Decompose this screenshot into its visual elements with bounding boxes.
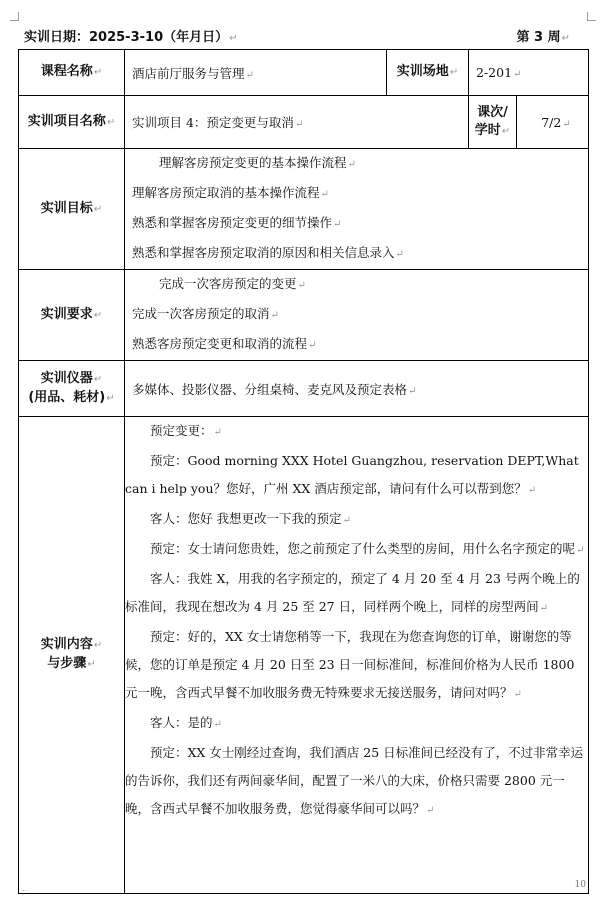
footer-mark: .. xyxy=(22,884,28,893)
content-row xyxy=(19,417,589,894)
list-item: 理解客房预定取消的基本操作流程↵ xyxy=(132,185,329,200)
course-name-value: 酒店前厅服务与管理↵ xyxy=(125,50,387,96)
page-corner-mark xyxy=(587,12,596,21)
list-item: 熟悉和掌握客房预定变更的细节操作↵ xyxy=(132,215,342,230)
dialogue-paragraph: 客人：我姓 X，用我的名字预定的，预定了 4 月 20 至 4 月 23 号两个晚上的标准间，我现在想改为 4 月 25 至 27 日，同样两个晚上，同样的房型两间↵ xyxy=(125,571,580,614)
list-item: 理解客房预定变更的基本操作流程↵ xyxy=(159,155,356,170)
training-site-value: 2-201↵ xyxy=(469,50,589,96)
list-item: 熟悉和掌握客房预定取消的原因和相关信息录入↵ xyxy=(132,245,404,260)
equipment-label: 实训仪器↵ (用品、耗材)↵ xyxy=(19,361,125,417)
project-name-label: 实训项目名称↵ xyxy=(19,96,125,149)
page-corner-mark xyxy=(10,12,19,21)
training-goals-list xyxy=(125,149,589,270)
dialogue-paragraph: 客人：是的↵ xyxy=(150,715,222,730)
dialogue-paragraph: 预定：好的，XX 女士请您稍等一下，我现在为您查询您的订单，谢谢您的等候，您的订单是预定 4 月 20 日至 23 日一间标准间，标准间价格为人民币 1800 元一晚，含西式早餐不加收服务费无特殊要求无接送服务，请问对吗？↵ xyxy=(125,629,575,700)
training-requirements-label: 实训要求↵ xyxy=(19,270,125,361)
training-date: 实训日期：2025-3-10（年月日）↵ xyxy=(24,30,238,45)
course-name-label: 课程名称↵ xyxy=(19,50,125,96)
dialogue-paragraph: 预定：女士请问您贵姓，您之前预定了什么类型的房间，用什么名字预定的呢↵ xyxy=(150,541,585,556)
project-name-value: 实训项目 4：预定变更与取消↵ xyxy=(125,96,469,149)
project-row xyxy=(19,96,589,149)
week-number: 第 3 周↵ xyxy=(516,30,570,45)
list-item: 完成一次客房预定的取消↵ xyxy=(132,306,279,321)
list-item: 熟悉客房预定变更和取消的流程↵ xyxy=(132,336,317,351)
lesson-hours-value: 7/2↵ xyxy=(517,96,589,149)
dialogue-paragraph: 预定变更：↵ xyxy=(150,423,222,438)
dialogue-paragraph: 预定：XX 女士刚经过查询，我们酒店 25 日标准间已经没有了，不过非常幸运的告诉你，我们还有两间豪华间，配置了一米八的大床，价格只需要 2800 元一晚，含西式早餐不加收服务费，您觉得豪华间可以吗？↵ xyxy=(125,745,584,816)
goals-row xyxy=(19,149,589,270)
course-row xyxy=(19,50,589,96)
page-number: 10 xyxy=(574,880,586,890)
list-item: 完成一次客房预定的变更↵ xyxy=(159,276,306,291)
equipment-row xyxy=(19,361,589,417)
lesson-hours-label: 课次/ 学时↵ xyxy=(469,96,517,149)
training-goals-label: 实训目标↵ xyxy=(19,149,125,270)
dialogue-paragraph: 客人：您好 我想更改一下我的预定↵ xyxy=(150,511,351,526)
dialogue-paragraph: 预定：Good morning XXX Hotel Guangzhou, reservation DEPT,What can i help you？您好，广州 XX 酒店预定部，请问有什么可以帮到您？↵ xyxy=(125,453,579,496)
equipment-value: 多媒体、投影仪器、分组桌椅、麦克风及预定表格↵ xyxy=(125,361,589,417)
training-content-label: 实训内容↵ 与步骤↵ xyxy=(19,417,125,894)
training-content-text xyxy=(125,417,589,894)
training-record-table xyxy=(18,49,589,894)
training-requirements-list xyxy=(125,270,589,361)
requirements-row xyxy=(19,270,589,361)
training-site-label: 实训场地↵ xyxy=(387,50,469,96)
document-header xyxy=(18,24,588,46)
